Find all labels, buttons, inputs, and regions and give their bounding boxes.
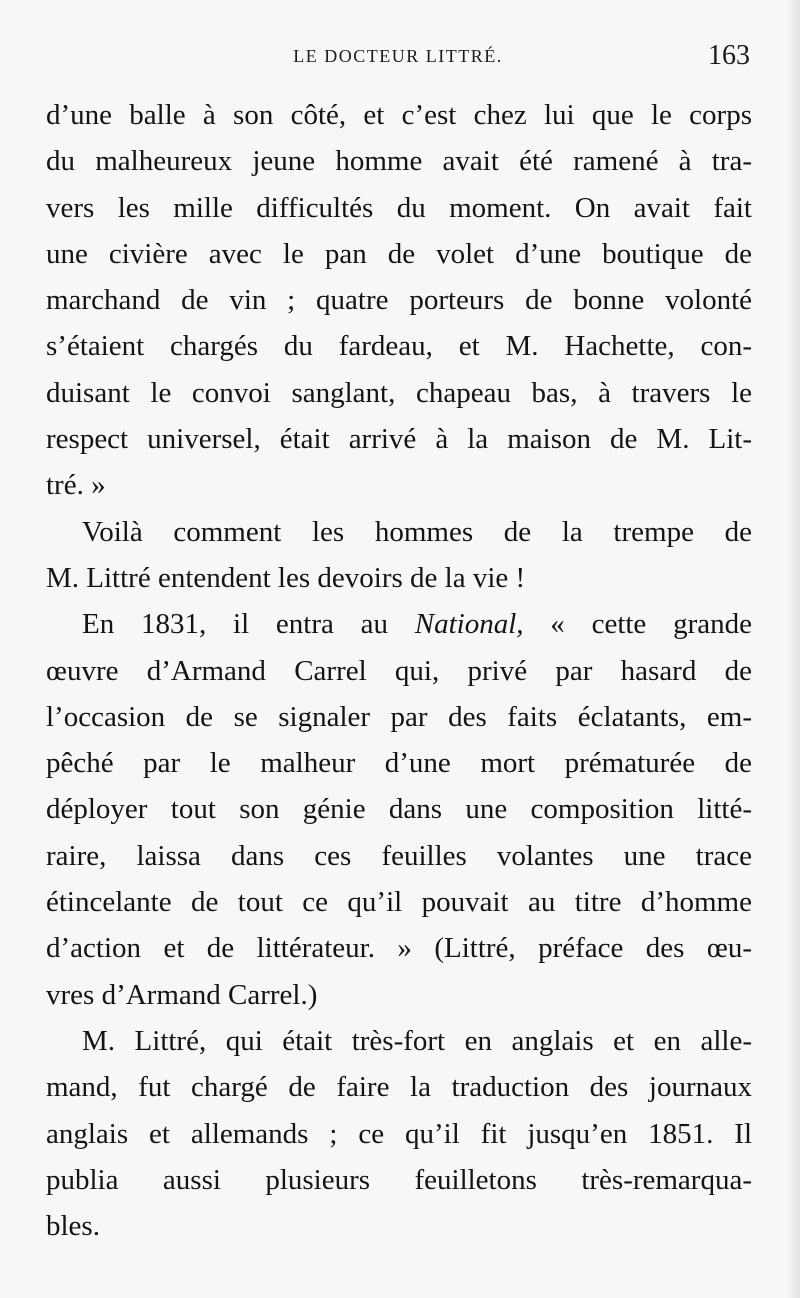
page-number: 163: [708, 40, 750, 71]
text-line: pêché par le malheur d’une mort prématurée de: [46, 747, 752, 780]
text-line: vers les mille difficultés du moment. On avait fait: [46, 191, 752, 224]
text-line: l’occasion de se signaler par des faits éclatants, em-: [46, 700, 752, 733]
text-line: anglais et allemands ; ce qu’il fit jusqu’en 1851. Il: [46, 1117, 752, 1150]
text-line: duisant le convoi sanglant, chapeau bas, à travers le: [46, 376, 752, 409]
paragraph-start-line: [46, 601, 752, 647]
paragraph-start-line: Voilà comment les hommes de la trempe de: [82, 515, 752, 548]
text-line: raire, laissa dans ces feuilles volantes une trace: [46, 839, 752, 872]
text-line: vres d’Armand Carrel.): [46, 978, 318, 1011]
text-line: publia aussi plusieurs feuilletons très-remarqua-: [46, 1163, 752, 1196]
text-segment: « cette grande: [523, 608, 752, 641]
text-line: une civière avec le pan de volet d’une boutique de: [46, 237, 752, 270]
text-line: mand, fut chargé de faire la traduction des journaux: [46, 1071, 752, 1104]
running-head: LE DOCTEUR LITTRÉ.: [293, 46, 503, 66]
text-line: étincelante de tout ce qu’il pouvait au titre d’homme: [46, 886, 752, 919]
text-line: bles.: [46, 1210, 100, 1243]
text-line: œuvre d’Armand Carrel qui, privé par hasard de: [46, 654, 752, 687]
paragraph-start-line: M. Littré, qui était très-fort en anglais et en alle-: [82, 1024, 752, 1057]
text-line: M. Littré entendent les devoirs de la vie !: [46, 561, 526, 594]
italic-title: National,: [414, 608, 524, 641]
text-line: tré. »: [46, 469, 106, 502]
body-text: [46, 92, 752, 1249]
text-line: marchand de vin ; quatre porteurs de bonne volonté: [46, 284, 752, 317]
text-segment: En 1831, il entra au: [82, 608, 415, 641]
text-line: respect universel, était arrivé à la maison de M. Lit-: [46, 423, 752, 456]
text-line: s’étaient chargés du fardeau, et M. Hachette, con-: [46, 330, 752, 363]
page-header: [46, 40, 750, 76]
text-line: d’action et de littérateur. » (Littré, préface des œu-: [46, 932, 752, 965]
text-line: déployer tout son génie dans une composition litté-: [46, 793, 752, 826]
page-edge-shadow: [786, 0, 800, 1298]
text-line: du malheureux jeune homme avait été ramené à tra-: [46, 145, 752, 178]
text-line: d’une balle à son côté, et c’est chez lui que le corps: [46, 99, 752, 131]
